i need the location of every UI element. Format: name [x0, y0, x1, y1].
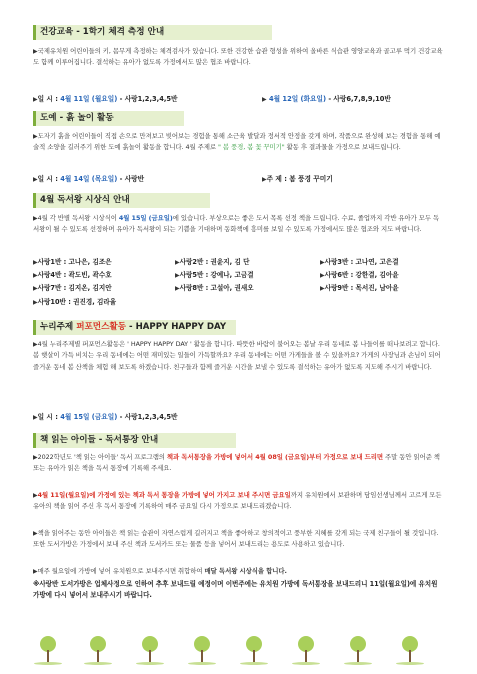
arrow-bullet-icon: ▶ — [33, 454, 38, 461]
arrow-bullet-icon: ▶ — [320, 285, 325, 292]
arrow-bullet-icon: ▶ — [33, 414, 38, 421]
arrow-bullet-icon: ▶ — [33, 48, 38, 55]
winner-item: ▶사랑1반 : 고나은, 김조은 — [33, 258, 112, 266]
section-title: 건강교육 - 1학기 체격 측정 안내 — [40, 27, 165, 37]
winner-item: ▶사랑3반 : 고나연, 고은결 — [320, 258, 399, 266]
tree-icon — [194, 636, 210, 666]
tree-icon — [298, 636, 314, 666]
performance-title-highlight: 퍼포먼스활동 — [76, 322, 127, 332]
section-title: 4월 독서왕 시상식 안내 — [40, 195, 130, 205]
reading-award-winners — [33, 256, 453, 316]
section-header-performance: 누리주제 퍼포먼스활동 - HAPPY HAPPY DAY — [33, 320, 236, 335]
arrow-bullet-icon: ▶ — [33, 492, 38, 499]
tree-icon — [90, 636, 106, 666]
tree-icon — [142, 636, 158, 666]
winner-item: ▶사랑4반 : 곽도빈, 곽수호 — [33, 271, 112, 279]
health-date-line-2: ▶ 4월 12일 (화요일) - 사랑6,7,8,9,10반 — [262, 95, 391, 103]
performance-body: ▶4월 누리주제별 퍼포먼스활동은 ' HAPPY HAPPY DAY ' 활동을 합니다. 따뜻한 바람이 불어오는 봄날 우리 동네로 봄 나들이를 떠나보려고 합니다. 봄 햇살이 가득 비치는 우리 동네에는 어떤 재미있는 일들이 가득할까요? 우리 동네에는 어떤 가게들을 볼 수 있을까요? 가게의 사장님과 손님이 되어 즐거운 동네 봄 산책을 체험 해 보도록 하겠습니다. 친구들과 함께 즐거운 시간을 보낼 수 있도록 결석하는 유아가 없도록 지도해 주시기 바랍니다. — [33, 340, 441, 371]
arrow-bullet-icon: ▶ — [320, 259, 325, 266]
section-header-pottery — [33, 111, 184, 126]
arrow-bullet-icon: ▶ — [33, 259, 38, 266]
arrow-bullet-icon: ▶ — [320, 272, 325, 279]
winner-item: ▶사랑10반 : 권진경, 김라율 — [33, 298, 117, 306]
arrow-bullet-icon: ▶ — [33, 568, 38, 575]
section-title: 도예 - 흙 놀이 활동 — [40, 113, 114, 123]
tree-icon — [40, 636, 56, 666]
arrow-bullet-icon: ▶ — [262, 96, 267, 103]
section-header-reading-award — [33, 193, 210, 208]
reading-award-body: ▶4월 각 반별 독서왕 시상식이 4월 15일 (금요일)에 있습니다. 부상으로는 좋은 도서 목록 선정 책을 드립니다. 수료, 졸업까지 각반 유아가 모두 독서왕이 될 수 있도록 선정하며 유아가 독서왕이 되는 기쁨을 기대하며 동화책에 흥미를 보일 수 있도록 가정에서도 많은 협조와 지도 바랍니다. — [33, 214, 440, 234]
arrow-bullet-icon: ▶ — [33, 530, 38, 537]
section-title: 책 읽는 아이들 - 독서통장 안내 — [40, 435, 159, 445]
passbook-para-2: ▶4월 11일(월요일)에 가정에 있는 책과 독서 통장을 가방에 넣어 가지고 보내 주시면 금요일까지 유치원에서 보관하며 담임선생님께서 고르게 모든 유아의 책을 읽어 주신 후 독서 통장에 기록하여 매주 금요일 다시 가정으로 보내드리겠습니다. — [33, 491, 442, 511]
arrow-bullet-icon: ▶ — [33, 285, 38, 292]
arrow-bullet-icon: ▶ — [33, 272, 38, 279]
arrow-bullet-icon: ▶ — [175, 285, 180, 292]
tree-icon — [402, 636, 418, 666]
passbook-notice: ※사랑반 도서가방은 업체사정으로 인하여 추후 보내드릴 예정이며 이번주에는 유치원 가방에 독서통장을 보내드리니 11일(월요일)에 유치원 가방에 다시 넣어서 보내주시기 바랍니다. — [33, 580, 438, 600]
arrow-bullet-icon: ▶ — [175, 272, 180, 279]
winner-item: ▶사랑9반 : 목서진, 남아윤 — [320, 284, 399, 292]
pottery-date-line: ▶일 시 : 4월 14일 (목요일) - 사랑반 — [33, 175, 145, 183]
winner-item: ▶사랑8반 : 고설아, 권새오 — [175, 284, 254, 292]
section-header-reading-passbook — [33, 433, 236, 448]
winner-item: ▶사랑7반 : 김지온, 김지안 — [33, 284, 112, 292]
tree-icon — [350, 636, 366, 666]
winner-item: ▶사랑2반 : 권윤지, 김 단 — [175, 258, 250, 266]
arrow-bullet-icon: ▶ — [33, 341, 38, 348]
health-body: ▶국제유치원 어린이들의 키, 몸무게 측정하는 체격검사가 있습니다. 또한 건강한 습관 형성을 위하여 올바른 식습관 영양교육과 골고루 먹기 건강교육도 함께 이루어집니다. 결석하는 유아가 없도록 가정에서도 많은 협조 바랍니다. — [33, 47, 443, 67]
arrow-bullet-icon: ▶ — [33, 133, 38, 140]
winner-item: ▶사랑6반 : 강한결, 김아윤 — [320, 271, 399, 279]
passbook-para-3: ▶책을 읽어주는 동안 아이들은 책 읽는 습관이 자연스럽게 길러지고 책을 좋아하고 창의적이고 풍부한 지혜를 갖게 되는 국제 친구들이 될 것입니다. 또한 도서가방은 가정에서 보내 주신 책과 도서카드 또는 물품 등을 넣어서 보내드리는 용도로 사용하고 있습니다. — [33, 529, 439, 549]
arrow-bullet-icon: ▶ — [175, 259, 180, 266]
pottery-topic-line: ▶주 제 : 봄 풍경 꾸미기 — [262, 175, 333, 183]
tree-border-decoration — [20, 630, 457, 666]
health-date-line: ▶일 시 : 4월 11일 (월요일) - 사랑1,2,3,4,5반 — [33, 95, 178, 103]
pottery-body: ▶도자기 흙을 어린이들이 직접 손으로 만져보고 빚어보는 경험을 통해 소근육 발달과 정서적 안정을 갖게 하며, 작품으로 완성해 보는 경험을 통해 예술적 소양을 길러주기 위한 도예 흙놀이 활동을 합니다. 4월 주제로 " 봄 풍경, 봄 꽃 꾸미기" 활동 후 결과물을 가정으로 보내드립니다. — [33, 132, 441, 152]
performance-date-line: ▶일 시 : 4월 15일 (금요일) - 사랑1,2,3,4,5반 — [33, 413, 178, 421]
section-header-health — [33, 25, 272, 40]
arrow-bullet-icon: ▶ — [33, 96, 38, 103]
passbook-para-1: ▶2022학년도 '책 읽는 아이들' 독서 프로그램의 책과 독서통장을 가방에 넣어서 4월 08일 (금요일)부터 가정으로 보내 드리면 주말 동안 읽어준 책 또는 유아가 읽은 책을 독서 통장에 기록해 주세요. — [33, 453, 440, 473]
arrow-bullet-icon: ▶ — [262, 176, 267, 183]
arrow-bullet-icon: ▶ — [33, 215, 38, 222]
arrow-bullet-icon: ▶ — [33, 299, 38, 306]
passbook-para-4: ▶매주 월요일에 가방에 넣어 유치원으로 보내주시면 취합하여 매달 독서왕 시상식을 합니다. — [33, 567, 287, 575]
tree-icon — [246, 636, 262, 666]
winner-item: ▶사랑5반 : 강예나, 고금결 — [175, 271, 254, 279]
arrow-bullet-icon: ▶ — [33, 176, 38, 183]
